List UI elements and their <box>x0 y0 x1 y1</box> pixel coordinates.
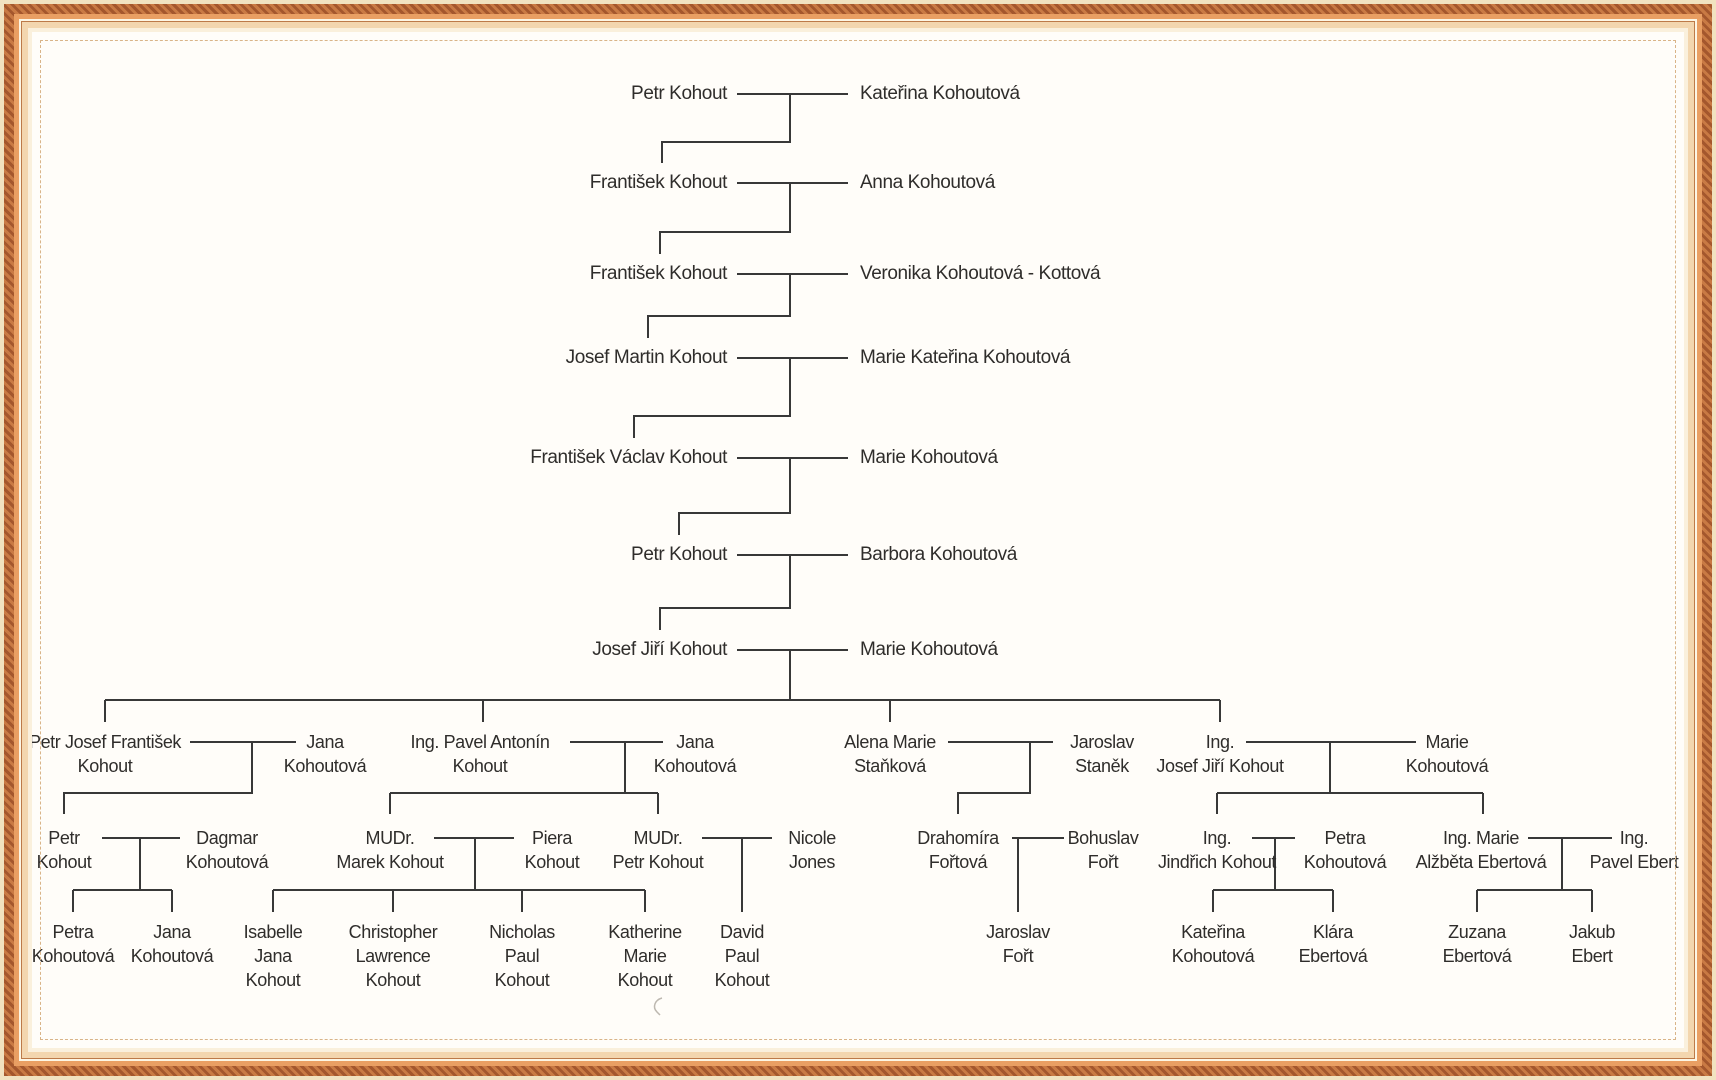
person-petra-kohoutova-gen9: Petra Kohoutová <box>1303 828 1387 872</box>
person-nicholas-paul-kohout: Nicholas Paul Kohout <box>489 922 555 990</box>
person-alena-marie-stankova: Alena Marie Staňková <box>844 732 936 776</box>
person-marie-kohoutova-gen5: Marie Kohoutová <box>860 447 998 468</box>
person-veronika-kohoutova-kottova: Veronika Kohoutová - Kottová <box>860 263 1101 284</box>
person-josef-martin-kohout: Josef Martin Kohout <box>565 347 727 368</box>
person-jana-kohoutova-2: Jana Kohoutová <box>653 732 737 776</box>
person-klara-ebertova: Klára Ebertová <box>1298 922 1368 966</box>
person-zuzana-ebertova: Zuzana Ebertová <box>1442 922 1512 966</box>
person-anna-kohoutova: Anna Kohoutová <box>860 172 995 193</box>
person-bohuslav-fort: Bohuslav Fořt <box>1067 828 1139 872</box>
person-katherine-marie-kohout: Katherine Marie Kohout <box>608 922 682 990</box>
person-jana-kohoutova-gen10: Jana Kohoutová <box>130 922 214 966</box>
person-nicole-jones: Nicole Jones <box>788 828 836 872</box>
person-ing-josef-jiri-kohout: Ing. Josef Jiří Kohout <box>1156 732 1284 776</box>
person-josef-jiri-kohout-gen7: Josef Jiří Kohout <box>592 639 727 660</box>
person-jana-kohoutova-1: Jana Kohoutová <box>283 732 367 776</box>
person-ing-jindrich-kohout: Ing. Jindřich Kohout <box>1157 828 1277 872</box>
person-marie-kohoutova-gen8: Marie Kohoutová <box>1405 732 1489 776</box>
person-ing-marie-alzbeta-ebertova: Ing. Marie Alžběta Ebertová <box>1415 828 1547 872</box>
person-dagmar-kohoutova: Dagmar Kohoutová <box>185 828 269 872</box>
descent-step <box>634 358 790 438</box>
person-katerina-kohoutova: Kateřina Kohoutová <box>860 83 1020 104</box>
person-frantisek-kohout-gen2: František Kohout <box>589 172 727 193</box>
person-frantisek-kohout-gen3: František Kohout <box>589 263 727 284</box>
person-jaroslav-stanek: Jaroslav Staněk <box>1070 732 1134 776</box>
person-jaroslav-fort: Jaroslav Fořt <box>986 922 1050 966</box>
person-petr-kohout-gen9: Petr Kohout <box>36 828 92 872</box>
person-jakub-ebert: Jakub Ebert <box>1568 922 1616 966</box>
person-petr-josef-frantisek-kohout: Petr Josef František Kohout <box>28 732 182 776</box>
person-mudr-petr-kohout: MUDr. Petr Kohout <box>612 828 704 872</box>
person-ing-pavel-antonin-kohout: Ing. Pavel Antonín Kohout <box>410 732 550 776</box>
person-ing-pavel-ebert: Ing. Pavel Ebert <box>1589 828 1679 872</box>
descent-step <box>958 742 1030 814</box>
person-barbora-kohoutova: Barbora Kohoutová <box>860 544 1017 565</box>
person-david-paul-kohout: David Paul Kohout <box>714 922 770 990</box>
person-petra-kohoutova-gen10: Petra Kohoutová <box>31 922 115 966</box>
person-frantisek-vaclav-kohout: František Václav Kohout <box>530 447 727 468</box>
person-piera-kohout: Piera Kohout <box>524 828 580 872</box>
person-isabelle-jana-kohout: Isabelle Jana Kohout <box>243 922 303 990</box>
person-petr-kohout-gen6: Petr Kohout <box>631 544 727 565</box>
person-petr-kohout-gen1: Petr Kohout <box>631 83 727 104</box>
person-christopher-lawrence-kohout: Christopher Lawrence Kohout <box>348 922 438 990</box>
person-marie-katerina-kohoutova: Marie Kateřina Kohoutová <box>860 347 1071 368</box>
pencil-mark-artifact <box>655 998 662 1015</box>
person-mudr-marek-kohout: MUDr. Marek Kohout <box>336 828 444 872</box>
person-drahomira-fortova: Drahomíra Fořtová <box>917 828 999 872</box>
person-marie-kohoutova-gen7: Marie Kohoutová <box>860 639 998 660</box>
person-katerina-kohoutova-gen10: Kateřina Kohoutová <box>1171 922 1255 966</box>
